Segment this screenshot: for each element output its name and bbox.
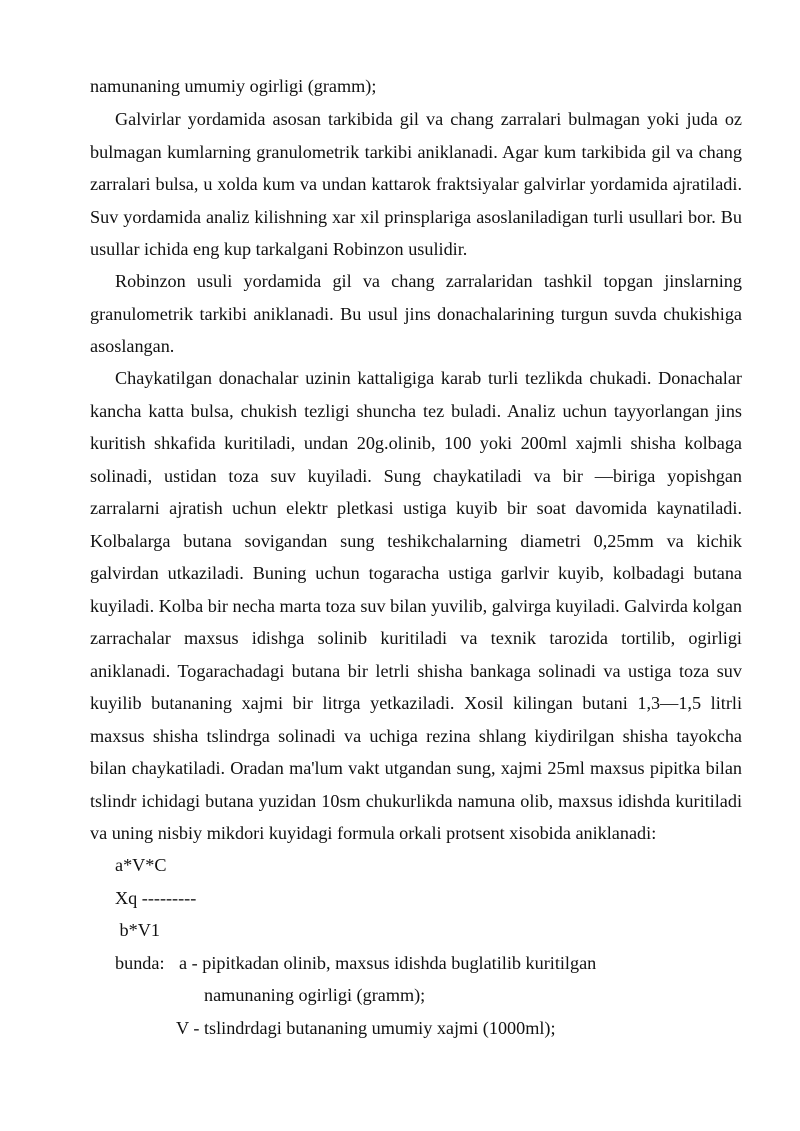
- formula-denominator: b*V1: [115, 920, 160, 940]
- formula-numerator: a*V*C: [115, 855, 167, 875]
- formula-lhs: Xq ---------: [115, 888, 197, 908]
- legend-a-continuation: namunaning ogirligi (gramm);: [204, 985, 426, 1005]
- paragraph-continuation: namunaning umumiy ogirligi (gramm);: [90, 76, 377, 96]
- paragraph-procedure: Chaykatilgan donachalar uzinin kattaligiga karab turli tezlikda chukadi. Donachalar kancha katta bulsa, chukish tezligi shuncha tez buladi. Analiz uchun tayyorlangan jins kuritish shkafida kuritiladi, undan 20g.olinib, 100 yoki 200ml xajmli shisha kolbaga solinadi, ustidan toza suv kuyiladi. Sung chaykatiladi va bir —biriga yopishgan zarralarni ajratish uchun elektr pletkasi ustiga kuyib bir soat davomida kaynatiladi. Kolbalarga butana sovigandan sung teshikchalarning diametri 0,25mm va kichik galvirdan utkaziladi. Buning uchun togaracha ustiga garlvir kuyib, kolbadagi butana kuyiladi. Kolba bir necha marta toza suv bilan yuvilib, galvirga kuyiladi. Galvirda kolgan zarrachalar maxsus idishga solinib kuritiladi va texnik tarozida tortilib, ogirligi aniklanadi. Togarachadagi butana bir letrli shisha bankaga solinadi va ustiga toza suv kuyilib butananing xajmi bir litrga yetkaziladi. Xosil kilingan butani 1,3—1,5 litrli maxsus shisha tslindrga solinadi va uchiga rezina shlang kiydirilgan shisha tayokcha bilan chaykatiladi. Oradan ma'lum vakt utgandan sung, xajmi 25ml maxsus pipitka bilan tslindr ichidagi butana yuzidan 10sm chukurlikda namuna olib, maxsus idishda kuritiladi va uning nisbiy mikdori kuyidagi formula orkali protsent xisobida aniklanadi:: [90, 368, 742, 843]
- legend-intro: bunda:: [115, 953, 165, 973]
- paragraph-robinzon: Robinzon usuli yordamida gil va chang zarralaridan tashkil topgan jinslarning granulometrik tarkibi aniklanadi. Bu usul jins donachalarining turgun suvda chukishiga asoslangan.: [90, 271, 742, 356]
- paragraph-sieves: Galvirlar yordamida asosan tarkibida gil va chang zarralari bulmagan yoki juda oz bulmagan kumlarning granulometrik tarkibi aniklanadi. Agar kum tarkibida gil va chang zarralari bulsa, u xolda kum va undan kattarok fraktsiyalar galvirlar yordamida ajratiladi. Suv yordamida analiz kilishning xar xil prinsplariga asoslaniladigan turli usullari bor. Bu usullar ichida eng kup tarkalgani Robinzon usulidir.: [90, 109, 742, 259]
- legend-a-definition: a - pipitkadan olinib, maxsus idishda buglatilib kuritilgan: [179, 953, 597, 973]
- legend-v-definition: V - tslindrdagi butananing umumiy xajmi (1000ml);: [176, 1018, 556, 1038]
